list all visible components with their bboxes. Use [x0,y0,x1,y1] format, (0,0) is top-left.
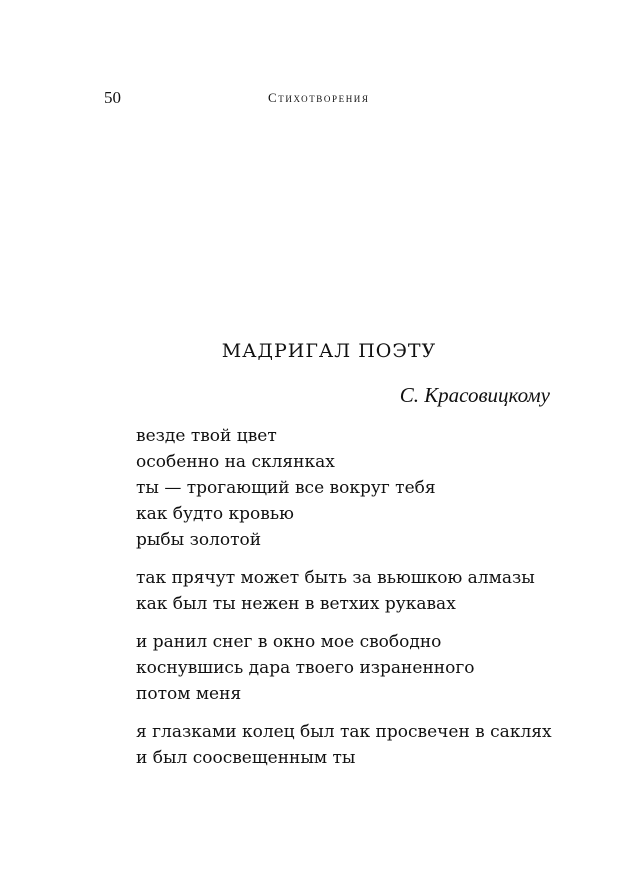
poem-line: коснувшись дара твоего израненного [136,658,475,678]
stanza [136,719,576,771]
poem-line: везде твой цвет [136,426,277,446]
poem-line: особенно на склянках [136,452,335,472]
page-number: 50 [104,88,121,107]
stanza [136,565,576,617]
poem-line: потом меня [136,684,242,704]
poem-line: ты — трогающий все вокруг тебя [136,478,436,498]
poem-line: и ранил снег в окно мое свободно [136,632,442,652]
dedication: С. Красовицкому [399,383,550,407]
poem-line: так прячут может быть за вьюшкою алмазы [136,568,535,588]
poem-line: и был соосвещенным ты [136,748,356,768]
poem-body [136,423,576,783]
running-title: Стихотворения [268,90,370,105]
poem-line: как был ты нежен в ветхих рукавах [136,594,456,614]
poem-line: как будто кровью [136,504,294,524]
poem-title: МАДРИГАЛ ПОЭТУ [221,340,437,362]
poem-line: рыбы золотой [136,530,262,550]
running-head [0,88,620,110]
stanza [136,423,576,553]
stanza [136,629,576,707]
poem-line: я глазками колец был так просвечен в саклях [136,722,552,742]
